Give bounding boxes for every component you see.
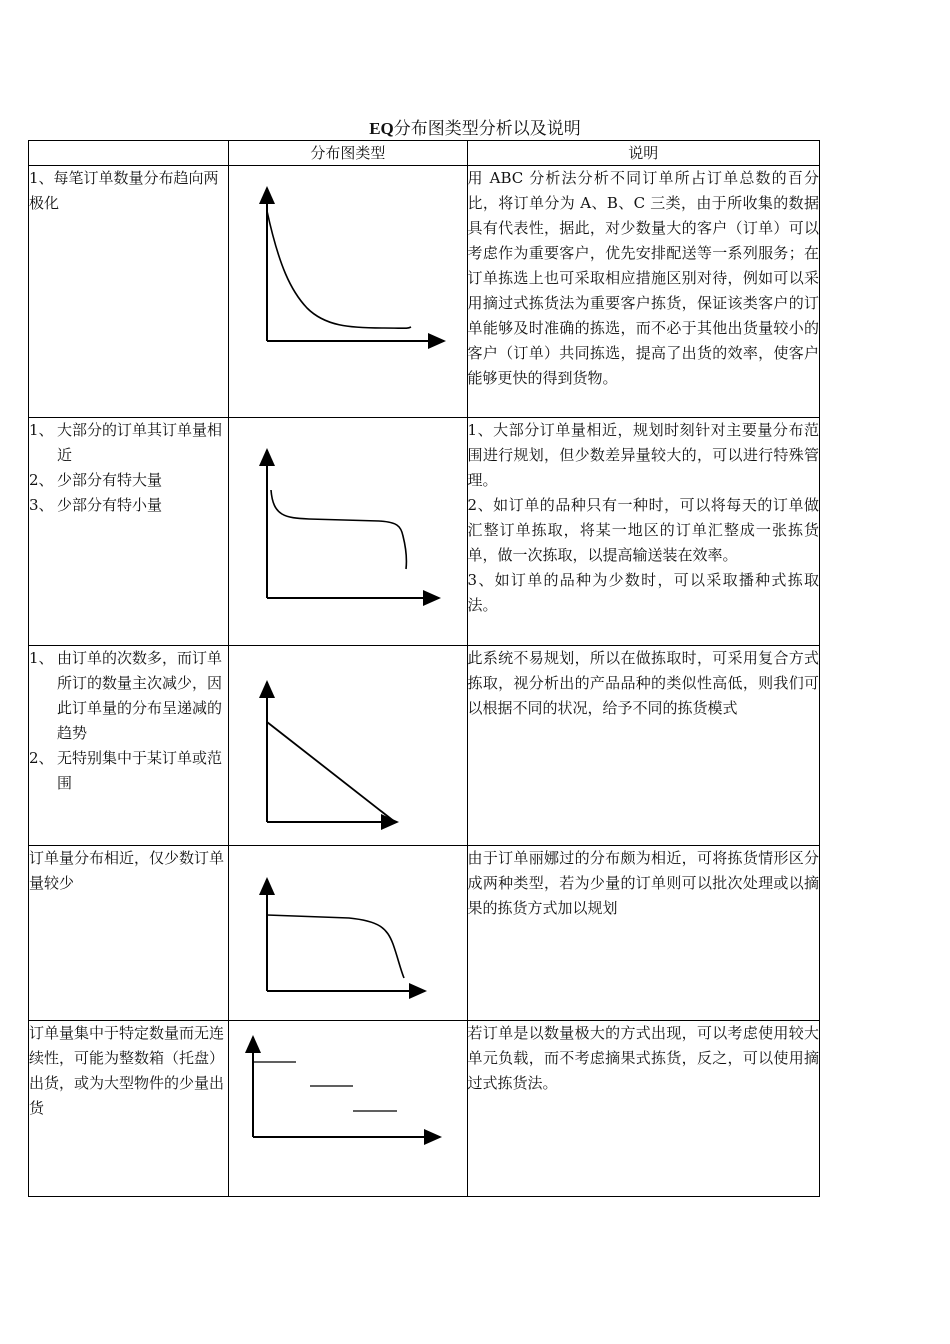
page-title: EQ分布图类型分析以及说明 [369,119,581,139]
type-cell [29,846,229,1021]
steep-decay-chart [229,166,467,416]
type-cell [29,646,229,846]
curve [267,211,411,328]
desc-text: 此系统不易规划，所以在做拣取时，可采用复合方式拣取，视分析出的产品品种的类似性高低，则我们可以根据不同的状况，给予不同的拣货模式 [467,649,819,717]
list-item: 2、 无特别集中于某订单或范围 [29,749,223,792]
table-row [29,846,820,1021]
desc-cell [467,846,819,1021]
table-row [29,418,820,646]
type-text: 订单量分布相近，仅少数订单量较少 [29,849,225,892]
type-cell [29,418,229,646]
desc-cell [467,646,819,846]
desc-text: 2、如订单的品种只有一种时，可以将每天的订单做汇整订单拣取，将某一地区的订单汇整成一张拣货单，做一次拣取，以提高输送装在效率。 [467,496,819,564]
desc-text: 1、大部分订单量相近，规划时刻针对主要量分布范围进行规划，但少数差异量较大的，可以进行特殊管理。 [467,421,819,489]
distribution-table [28,140,820,1197]
chart-cell [229,418,467,646]
type-text: 1、每笔订单数量分布趋向两极化 [29,169,219,212]
header-description: 说明 [467,141,819,166]
desc-text: 3、如订单的品种为少数时，可以采取播种式拣取法。 [467,571,819,614]
header-chart-type: 分布图类型 [229,141,467,166]
table-row [29,166,820,418]
chart-cell [229,166,467,418]
header-col1 [29,141,229,166]
type-cell [29,1021,229,1197]
curve [271,490,406,569]
list-item: 1、 大部分的订单其订单量相近 [29,421,223,464]
curve [267,915,404,978]
chart-cell [229,846,467,1021]
desc-text: 用 ABC 分析法分析不同订单所占订单总数的百分比，将订单分为 A、B、C 三类，由于所收集的数据具有代表性，据此，对少数量大的客户（订单）可以考虑作为重要客户，优先安排配送等一系列服务；在订单拣选上也可采取相应措施区别对待，例如可以采用摘过式拣货法为重要客户拣货，保证该类客户的订单能够及时准确的拣选，而不必于其他出货量较小的客户（订单）共同拣选，提高了出货的效率，使客户能够更快的得到货物。 [467,169,819,387]
plateau-chart [229,418,467,644]
decline-line [267,722,395,822]
desc-text: 由于订单丽娜过的分布颇为相近，可将拣货情形区分成两种类型，若为少量的订单则可以批次处理或以摘果的拣货方式加以规划 [467,849,819,917]
list-item: 1、 由订单的次数多，而订单所订的数量主次减少，因此订单量的分布呈递减的趋势 [29,649,223,742]
list-item: 2、 少部分有特大量 [29,471,163,489]
type-text: 订单量集中于特定数量而无连续性，可能为整数箱（托盘）出货，或为大型物件的少量出货 [29,1024,225,1117]
list-item: 3、 少部分有特小量 [29,496,163,514]
table-header-row [29,141,820,166]
discrete-steps-chart [229,1021,467,1195]
desc-cell [467,166,819,418]
chart-cell [229,646,467,846]
type-cell [29,166,229,418]
desc-cell [467,1021,819,1197]
table-row [29,1021,820,1197]
desc-text: 若订单是以数量极大的方式出现，可以考虑使用较大单元负载，而不考虑摘果式拣货，反之，可以使用摘过式拣货法。 [467,1024,819,1092]
flat-then-drop-chart [229,846,467,1019]
linear-decline-chart [229,646,467,844]
table-row [29,646,820,846]
desc-cell [467,418,819,646]
chart-cell [229,1021,467,1197]
